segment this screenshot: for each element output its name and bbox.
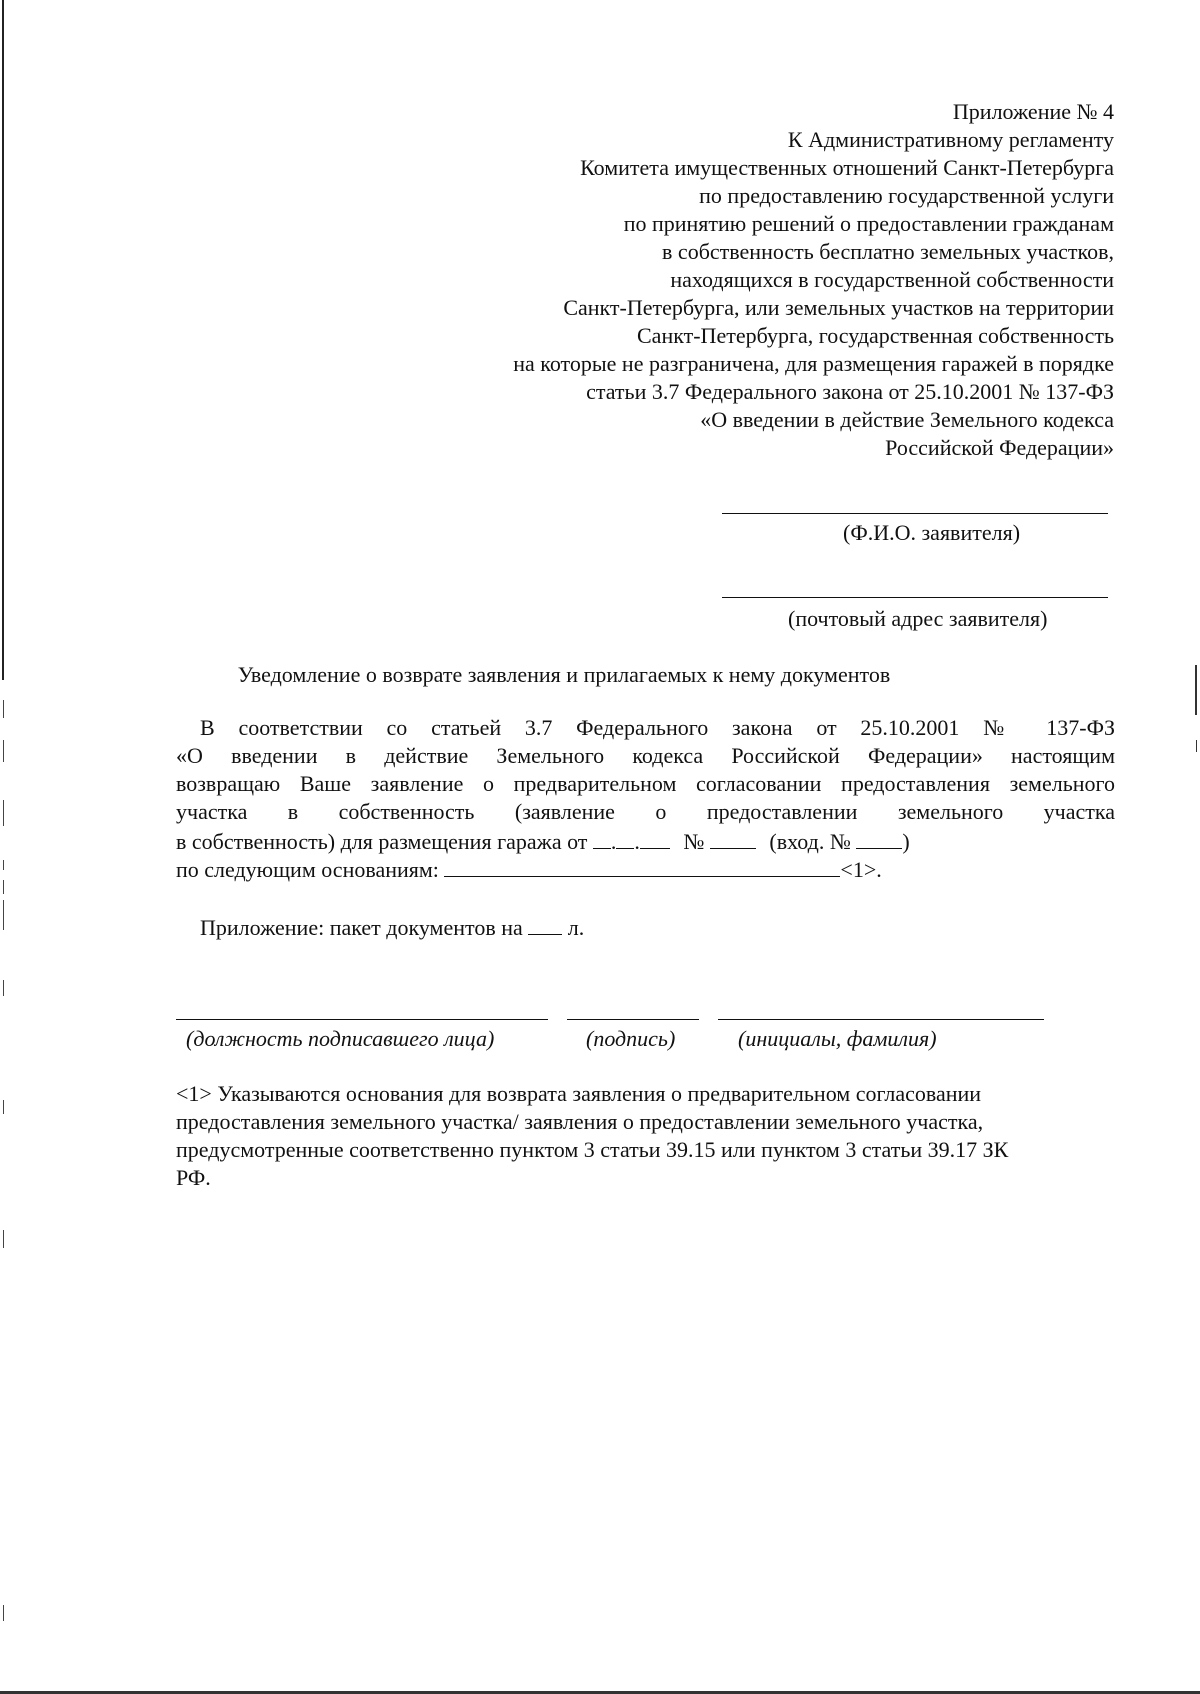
- date-month-field[interactable]: [616, 826, 634, 849]
- notice-date-line: в собственность) для размещения гаража от . . № (вход. № ): [176, 826, 1115, 854]
- footnote-line: предусмотренные соответственно пунктом 3 статьи 39.15 или пунктом 3 статьи 39.17 ЗК: [176, 1137, 1009, 1162]
- scan-mark: [3, 880, 4, 894]
- position-caption: (должность подписавшего лица): [186, 1026, 495, 1051]
- applicant-address-caption: (почтовый адрес заявителя): [788, 606, 1048, 631]
- attachment-line: [200, 912, 584, 942]
- initials-caption: (инициалы, фамилия): [738, 1026, 937, 1051]
- header-line: в собственность бесплатно земельных участков,: [662, 239, 1114, 264]
- header-line: Российской Федерации»: [885, 435, 1114, 460]
- header-line: Приложение № 4: [952, 99, 1114, 124]
- scan-mark: [3, 980, 4, 996]
- notice-line: возвращаю Ваше заявление о предварительном согласовании предоставления земельного: [176, 771, 1115, 796]
- notice-line: В соответствии со статьей 3.7 Федерального закона от 25.10.2001 № 137-ФЗ: [200, 715, 1115, 740]
- notice-line: участка в собственность (заявление о предоставлении земельного участка: [176, 799, 1115, 824]
- grounds-field[interactable]: [444, 854, 840, 877]
- header-line: по предоставлению государственной услуги: [699, 183, 1114, 208]
- appendix-header: [414, 98, 1114, 462]
- footnote-line: предоставления земельного участка/ заявления о предоставлении земельного участка,: [176, 1109, 984, 1134]
- incoming-label: (вход. №: [769, 829, 851, 854]
- header-line: на которые не разграничена, для размещения гаражей в порядке: [513, 351, 1114, 376]
- header-line: находящихся в государственной собственности: [670, 267, 1114, 292]
- header-line: статьи 3.7 Федерального закона от 25.10.2001 № 137-ФЗ: [586, 379, 1114, 404]
- signature-caption: (подпись): [586, 1026, 676, 1051]
- applicant-address-line: [722, 597, 1108, 598]
- header-line: Санкт-Петербурга, государственная собственность: [637, 323, 1114, 348]
- notice-grounds-line: [176, 854, 1115, 882]
- notice-title: [0, 662, 1200, 688]
- scan-mark: [3, 700, 4, 718]
- initials-line: [718, 1019, 1044, 1020]
- scan-mark: [3, 900, 4, 930]
- header-line: Санкт-Петербурга, или земельных участков на территории: [563, 295, 1114, 320]
- pages-count-field[interactable]: [528, 912, 562, 935]
- scan-mark: [3, 800, 4, 826]
- footnote-ref: <1>.: [840, 857, 882, 882]
- attachment-suffix: л.: [567, 915, 585, 940]
- header-line: «О введении в действие Земельного кодекса: [700, 407, 1114, 432]
- date-year-field[interactable]: [640, 826, 670, 849]
- header-line: по принятию решений о предоставлении гражданам: [623, 211, 1114, 236]
- footnote: [176, 1080, 1106, 1192]
- footnote-line: РФ.: [176, 1165, 211, 1190]
- number-sign: №: [683, 829, 705, 854]
- date-day-field[interactable]: [593, 826, 611, 849]
- header-line: К Административному регламенту: [787, 127, 1114, 152]
- notice-line: «О введении в действие Земельного кодекса Российской Федерации» настоящим: [176, 743, 1115, 768]
- footnote-line: <1> Указываются основания для возврата заявления о предварительном согласовании: [176, 1081, 982, 1106]
- incoming-number-field[interactable]: [856, 826, 902, 849]
- application-number-field[interactable]: [710, 826, 756, 849]
- incoming-close: ): [902, 829, 910, 854]
- attachment-label: Приложение: пакет документов на: [200, 915, 523, 940]
- scan-mark: [3, 860, 4, 870]
- header-line: Комитета имущественных отношений Санкт-Петербурга: [580, 155, 1114, 180]
- scan-mark: [3, 1605, 4, 1621]
- signature-line: [567, 1019, 699, 1020]
- scan-mark: [3, 740, 4, 762]
- notice-line-text: в собственность) для размещения гаража от: [176, 829, 588, 854]
- applicant-name-line: [722, 513, 1108, 514]
- scan-mark: [3, 1100, 4, 1114]
- grounds-label: по следующим основаниям:: [176, 857, 439, 882]
- notice-body: [176, 714, 1115, 882]
- scan-mark: [1196, 740, 1197, 752]
- scan-mark: [3, 1230, 4, 1248]
- notice-title-text: Уведомление о возврате заявления и прилагаемых к нему документов: [237, 662, 891, 687]
- position-line: [176, 1019, 548, 1020]
- applicant-name-caption: (Ф.И.О. заявителя): [843, 520, 1021, 545]
- scan-edge-left: [2, 0, 4, 680]
